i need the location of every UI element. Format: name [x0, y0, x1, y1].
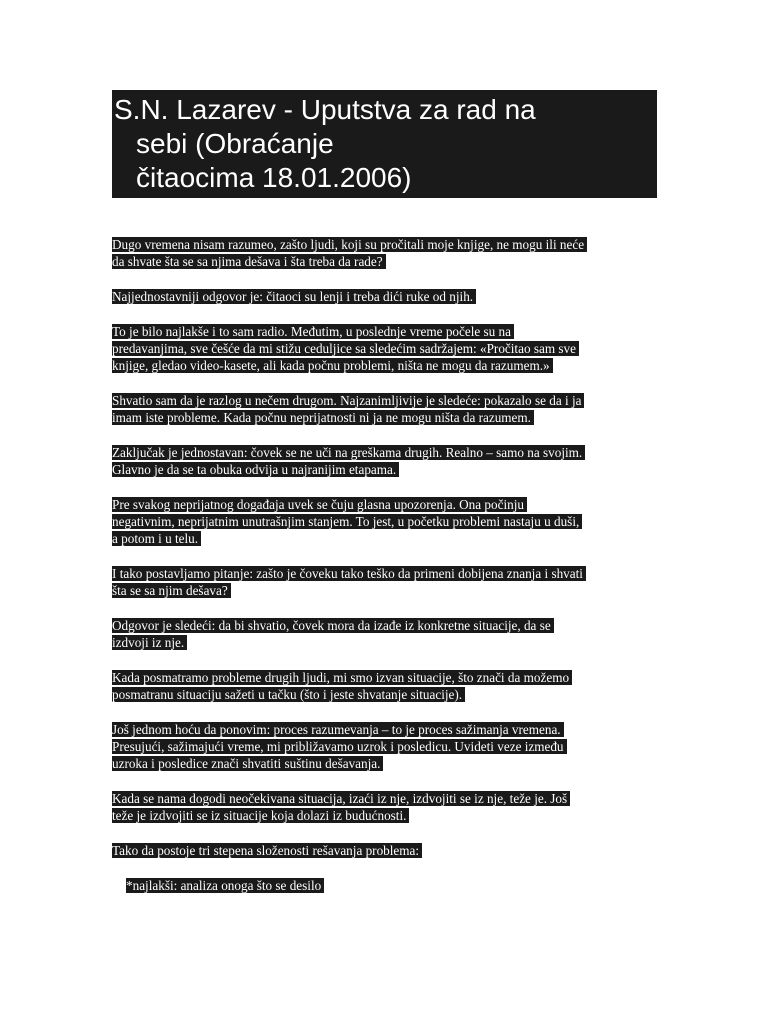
paragraph-line: teže je izdvojiti se iz situacije koja dolazi iz budućnosti.	[112, 808, 409, 823]
document-page	[112, 90, 657, 912]
paragraph	[112, 617, 657, 651]
paragraph-line: Još jednom hoću da ponovim: proces razumevanja – to je proces sažimanja vremena.	[112, 722, 564, 737]
paragraph-line: Tako da postoje tri stepena složenosti rešavanja problema:	[112, 843, 422, 858]
paragraph-line: Kada se nama dogodi neočekivana situacija, izaći iz nje, izdvojiti se iz nje, teže je. Još	[112, 791, 570, 806]
paragraph	[112, 842, 657, 859]
paragraph-line: izdvoji iz nje.	[112, 635, 187, 650]
paragraph-line: da shvate šta se sa njima dešava i šta treba da rade?	[112, 254, 386, 269]
paragraph-line: knjige, gledao video-kasete, ali kada počnu problemi, ništa ne mogu da razumem.»	[112, 358, 553, 373]
paragraph-line: Glavno je da se ta obuka odvija u najranijim etapama.	[112, 462, 399, 477]
paragraph	[112, 669, 657, 703]
paragraph-line: Zaključak je jednostavan: čovek se ne uči na greškama drugih. Realno – samo na svojim.	[112, 445, 585, 460]
paragraph-line: Shvatio sam da je razlog u nečem drugom. Najzanimljivije je sledeće: pokazalo se da i ja	[112, 393, 584, 408]
paragraph-line: a potom i u telu.	[112, 531, 201, 546]
paragraph-line: negativnim, neprijatnim unutrašnjim stanjem. To jest, u početku problemi nastaju u duši,	[112, 514, 582, 529]
paragraph	[112, 236, 657, 270]
paragraph	[112, 496, 657, 547]
paragraph-line: predavanjima, sve češće da mi stižu ceduljice sa sledećim sadržajem: «Pročitao sam sve	[112, 341, 579, 356]
paragraph-line: posmatranu situaciju sažeti u tačku (što i jeste shvatanje situacije).	[112, 687, 465, 702]
paragraph-line: I tako postavljamo pitanje: zašto je čoveku tako teško da primeni dobijena znanja i shvati	[112, 566, 586, 581]
paragraph-line: Odgovor je sledeći: da bi shvatio, čovek mora da izađe iz konkretne situacije, da se	[112, 618, 554, 633]
title-line: sebi (Obraćanje	[136, 128, 334, 159]
paragraph	[112, 323, 657, 374]
paragraph	[112, 721, 657, 772]
paragraph	[112, 565, 657, 599]
document-body	[112, 236, 657, 859]
paragraph-line: imam iste probleme. Kada počnu neprijatnosti ni ja ne mogu ništa da razumem.	[112, 410, 534, 425]
paragraph-line: Najjednostavniji odgovor je: čitaoci su lenji i treba dići ruke od njih.	[112, 289, 476, 304]
paragraph	[112, 288, 657, 305]
paragraph	[112, 444, 657, 478]
title-line: čitaocima 18.01.2006)	[136, 162, 412, 193]
document-title	[112, 90, 657, 198]
paragraph-line: uzroka i posledice znači shvatiti suštinu dešavanja.	[112, 756, 383, 771]
paragraph-line: To je bilo najlakše i to sam radio. Međutim, u poslednje vreme počele su na	[112, 324, 514, 339]
paragraph	[112, 392, 657, 426]
title-line: S.N. Lazarev - Uputstva za rad na	[114, 94, 536, 125]
paragraph	[112, 790, 657, 824]
paragraph-line: Pre svakog neprijatnog događaja uvek se čuju glasna upozorenja. Ona počinju	[112, 497, 527, 512]
paragraph-line: Dugo vremena nisam razumeo, zašto ljudi, koji su pročitali moje knjige, ne mogu ili neće	[112, 237, 587, 252]
bullet-paragraph	[112, 877, 657, 894]
paragraph-line: šta se sa njim dešava?	[112, 583, 231, 598]
bullet-item: *najlakši: analiza onoga što se desilo	[126, 878, 324, 893]
paragraph-line: Kada posmatramo probleme drugih ljudi, mi smo izvan situacije, što znači da možemo	[112, 670, 572, 685]
paragraph-line: Presujući, sažimajući vreme, mi približavamo uzrok i posledicu. Uvideti veze između	[112, 739, 567, 754]
